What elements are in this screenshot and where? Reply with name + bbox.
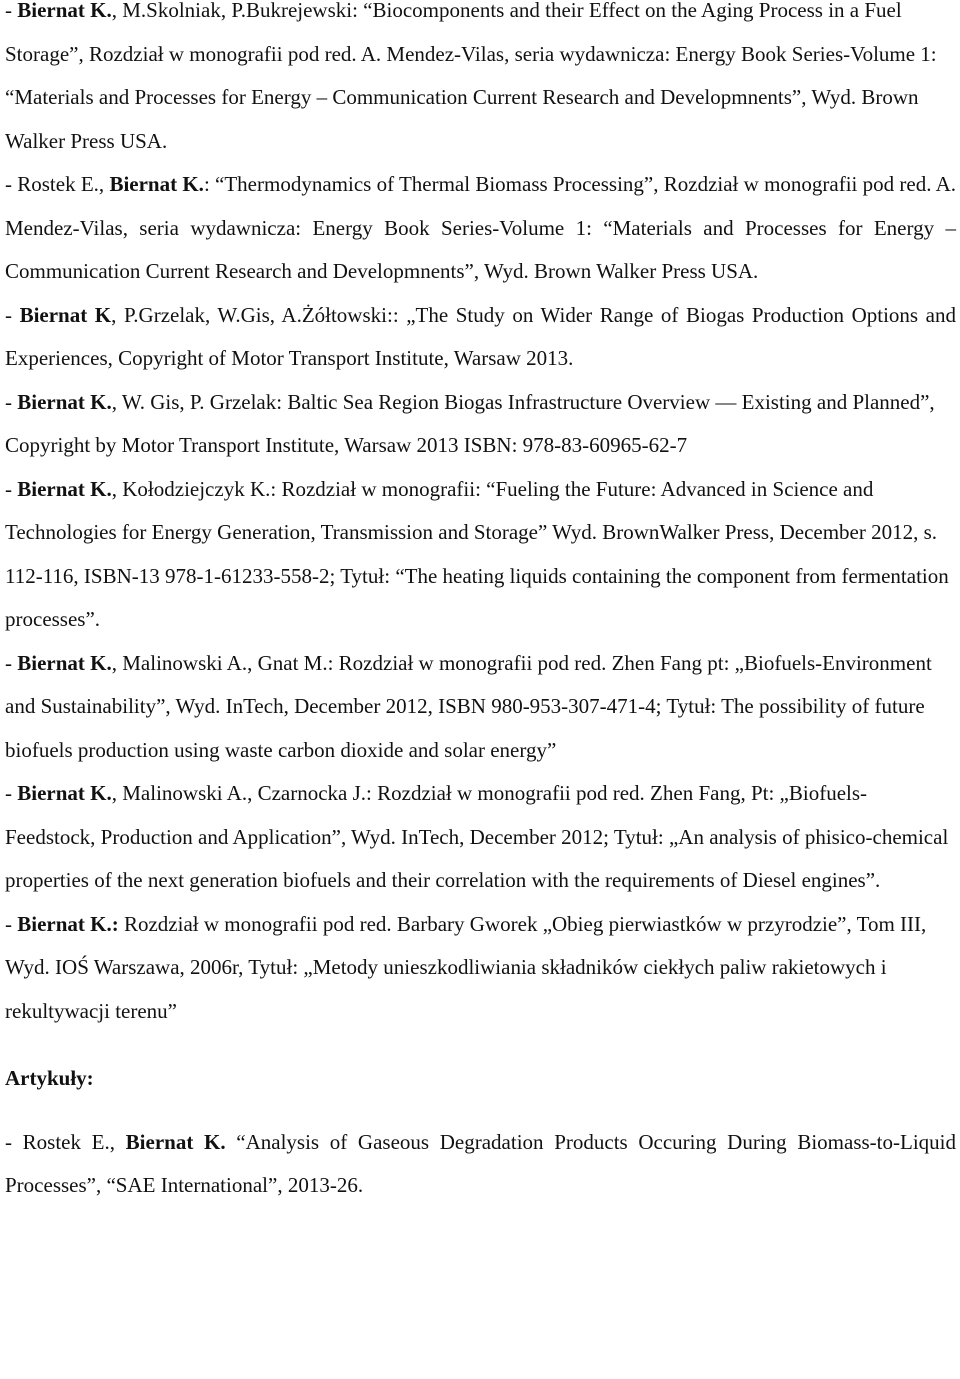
list-item [5,0,956,163]
entry-text: , Malinowski A., Gnat M.: Rozdział w monografii pod red. Zhen Fang pt: „Biofuels-Environment and Sustainability”, Wyd. InTech, December 2012, ISBN 980-953-307-471-4; Tytuł: The possibility of future biofuels production using waste carbon dioxide and solar energy” [5,650,932,762]
entry-prefix: - [5,650,18,675]
entry-text: “Analysis of Gaseous Degradation Products Occuring During Biomass-to-Liquid Processes”, “SAE International”, 2013-26. [5,1129,957,1197]
list-item [5,163,956,294]
entry-author: Biernat K. [125,1129,226,1154]
entry-prefix: - [5,781,18,805]
list-item [5,642,956,773]
entry-author: Biernat K. [17,476,112,501]
list-item [5,468,956,642]
entry-text: , Kołodziejczyk K.: Rozdział w monografii: “Fueling the Future: Advanced in Science and Technologies for Energy Generation, Transmission and Storage” Wyd. BrownWalker Press, December 2012, s. 112-116, ISBN-13 978-1-61233-558-2; Tytuł: “The heating liquids containing the component from fermentation processes”. [5,476,949,631]
entry-author: Biernat K. [17,781,112,805]
entry-prefix: - [5,302,20,327]
entry-author: Biernat K. [109,172,204,196]
section-heading: Artykuły: [5,1066,94,1090]
entry-prefix: - Rostek E., [5,172,110,196]
entry-text: , M.Skolniak, P.Bukrejewski: “Biocomponents and their Effect on the Aging Process in a Fuel Storage”, Rozdział w monografii pod red. A. Mendez-Vilas, seria wydawnicza: Energy Book Series-Volume 1: “Materials and Processes for Energy – Communication Current Research and Developmnents”, Wyd. Brown Walker Press USA. [5,0,937,153]
entry-prefix: - [5,476,18,501]
entry-text: Rozdział w monografii pod red. Barbary Gworek „Obieg pierwiastków w przyrodzie”, Tom III, Wyd. IOŚ Warszawa, 2006r, Tytuł: „Metody unieszkodliwiania składników ciekłych paliw rakietowych i rekultywacji terenu” [5,911,927,1023]
list-item [5,772,956,903]
entry-prefix: - [5,0,18,22]
entry-prefix: - [5,911,18,936]
list-item [5,294,956,381]
entry-prefix: - Rostek E., [5,1129,126,1154]
entry-text: , W. Gis, P. Grzelak: Baltic Sea Region Biogas Infrastructure Overview ― Existing and Planned”, Copyright by Motor Transport Institute, Warsaw 2013 ISBN: 978-83-60965-62-7 [5,389,935,457]
list-item [5,381,956,468]
entry-author: Biernat K. [17,0,112,22]
entry-author: Biernat K. [17,389,112,414]
entry-author: Biernat K [19,302,112,327]
entry-text: : “Thermodynamics of Thermal Biomass Processing”, Rozdział w monografii pod red. A. Mendez-Vilas, seria wydawnicza: Energy Book Series-Volume 1: “Materials and Processes for Energy – Communication Current Research and Developmnents”, Wyd. Brown Walker Press USA. [5,172,956,283]
entry-author: Biernat K. [17,650,112,675]
entry-prefix: - [5,389,18,414]
list-item [5,903,956,1034]
entry-text: , P.Grzelak, W.Gis, A.Żółtowski:: „The Study on Wider Range of Biogas Production Options and Experiences, Copyright of Motor Transport Institute, Warsaw 2013. [5,302,956,370]
entry-author: Biernat K.: [17,911,119,936]
list-item [5,1121,956,1208]
entry-text: , Malinowski A., Czarnocka J.: Rozdział w monografii pod red. Zhen Fang, Pt: „Biofuels-Feedstock, Production and Application”, Wyd. InTech, December 2012; Tytuł: „An analysis of phisico-chemical properties of the next generation biofuels and their correlation with the requirements of Diesel engines”. [5,781,949,892]
